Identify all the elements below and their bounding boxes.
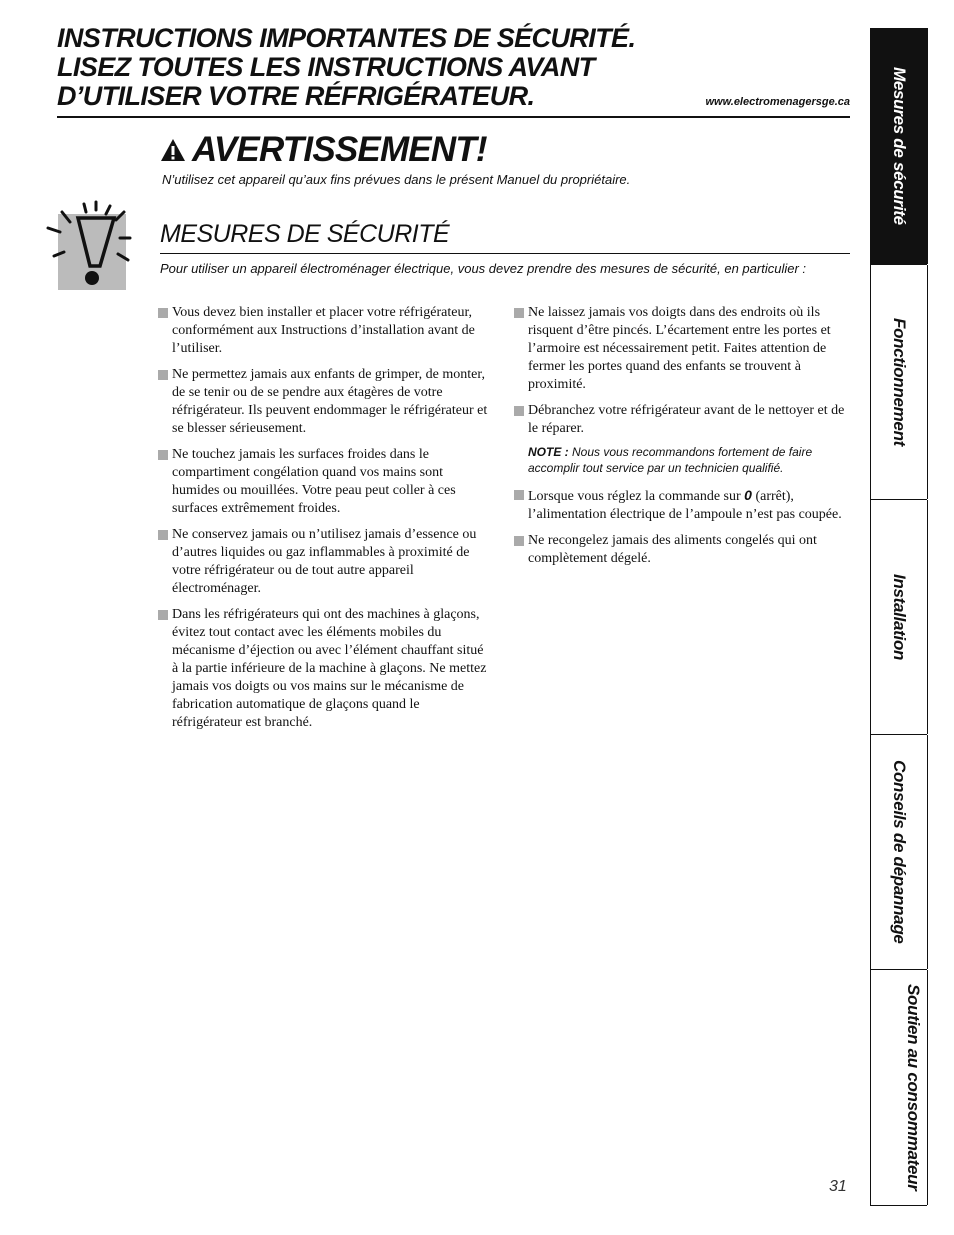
list-item: Ne touchez jamais les surfaces froides dans le compartiment congélation quand vos mains sont humides ou mouillées. Votre peau peut coller à ces surfaces extrêmement froides.	[158, 446, 493, 518]
right-column	[514, 304, 849, 576]
bullet-square-icon	[158, 370, 168, 380]
tab-soutien-au-consommateur[interactable]: Soutien au consommateur	[870, 970, 928, 1205]
list-item: Dans les réfrigérateurs qui ont des machines à glaçons, évitez tout contact avec les éléments mobiles du mécanisme d’éjection ou avec l’élément chauffant situé à la partie inférieure de la machine à glaçons. Ne mettez jamais vos doigts ou vos mains sur le mécanisme de fabrication automatique de glaçons quand le réfrigérateur est branché.	[158, 606, 493, 732]
header-title-line-3: D’UTILISER VOTRE RÉFRIGÉRATEUR.	[57, 81, 535, 111]
list-item: Lorsque vous réglez la commande sur 0 (arrêt), l’alimentation électrique de l’ampoule n’est pas coupée.	[514, 486, 849, 524]
bullet-square-icon	[158, 308, 168, 318]
list-item: Ne permettez jamais aux enfants de grimper, de monter, de se tenir ou de se pendre aux étagères de votre réfrigérateur. Ils peuvent endommager le réfrigérateur et se blesser sérieusement.	[158, 366, 493, 438]
bullet-square-icon	[514, 406, 524, 416]
note-label: NOTE :	[528, 445, 569, 459]
tab-fonctionnement[interactable]: Fonctionnement	[870, 265, 928, 499]
note-text: Nous vous recommandons fortement de faire accomplir tout service par un technicien qualifié.	[528, 445, 813, 475]
header-rule	[57, 116, 850, 118]
list-item: Ne recongelez jamais des aliments congelés qui ont complètement dégelé.	[514, 532, 849, 568]
tab-installation[interactable]: Installation	[870, 500, 928, 734]
page-header-title	[57, 24, 697, 111]
tab-conseils-de-depannage[interactable]: Conseils de dépannage	[870, 735, 928, 969]
bullet-square-icon	[158, 610, 168, 620]
section-title: MESURES DE SÉCURITÉ	[160, 220, 450, 248]
section-intro: Pour utiliser un appareil électroménager électrique, vous devez prendre des mesures de sécurité, en particulier :	[160, 261, 807, 276]
header-title-line-2: LISEZ TOUTES LES INSTRUCTIONS AVANT	[57, 52, 595, 82]
bullet-square-icon	[514, 490, 524, 500]
page-number: 31	[829, 1178, 847, 1195]
bullet-square-icon	[514, 308, 524, 318]
left-column	[158, 304, 493, 740]
bullet-square-icon	[158, 530, 168, 540]
warning-heading	[160, 130, 487, 170]
warning-title: AVERTISSEMENT!	[192, 130, 487, 169]
list-item: Débranchez votre réfrigérateur avant de le nettoyer et de le réparer.	[514, 402, 849, 438]
bullet-square-icon	[158, 450, 168, 460]
section-rule	[160, 253, 850, 254]
tab-mesures-de-securite[interactable]: Mesures de sécurité	[870, 28, 928, 264]
tab-divider	[870, 1205, 927, 1206]
bullet-square-icon	[514, 536, 524, 546]
header-title-line-1: INSTRUCTIONS IMPORTANTES DE SÉCURITÉ.	[57, 23, 636, 53]
list-item: Ne conservez jamais ou n’utilisez jamais d’essence ou d’autres liquides ou gaz inflammables à proximité de votre réfrigérateur ou de tout autre appareil électroménager.	[158, 526, 493, 598]
list-item: Vous devez bien installer et placer votre réfrigérateur, conformément aux Instructions d’installation avant de l’utiliser.	[158, 304, 493, 358]
list-item: Ne laissez jamais vos doigts dans des endroits où ils risquent d’être pincés. L’écartement entre les portes et l’armoire est nécessairement petit. Faites attention de fermer les portes quand des enfants se trouvent à proximité.	[514, 304, 849, 394]
website-url[interactable]: www.electromenagersge.ca	[705, 96, 850, 108]
service-note	[514, 444, 849, 476]
warning-subtitle: N’utilisez cet appareil qu’aux fins prévues dans le présent Manuel du propriétaire.	[162, 172, 631, 187]
warning-triangle-icon	[160, 138, 186, 162]
exclamation-alert-icon	[44, 196, 140, 296]
control-setting-value: 0	[744, 487, 752, 503]
